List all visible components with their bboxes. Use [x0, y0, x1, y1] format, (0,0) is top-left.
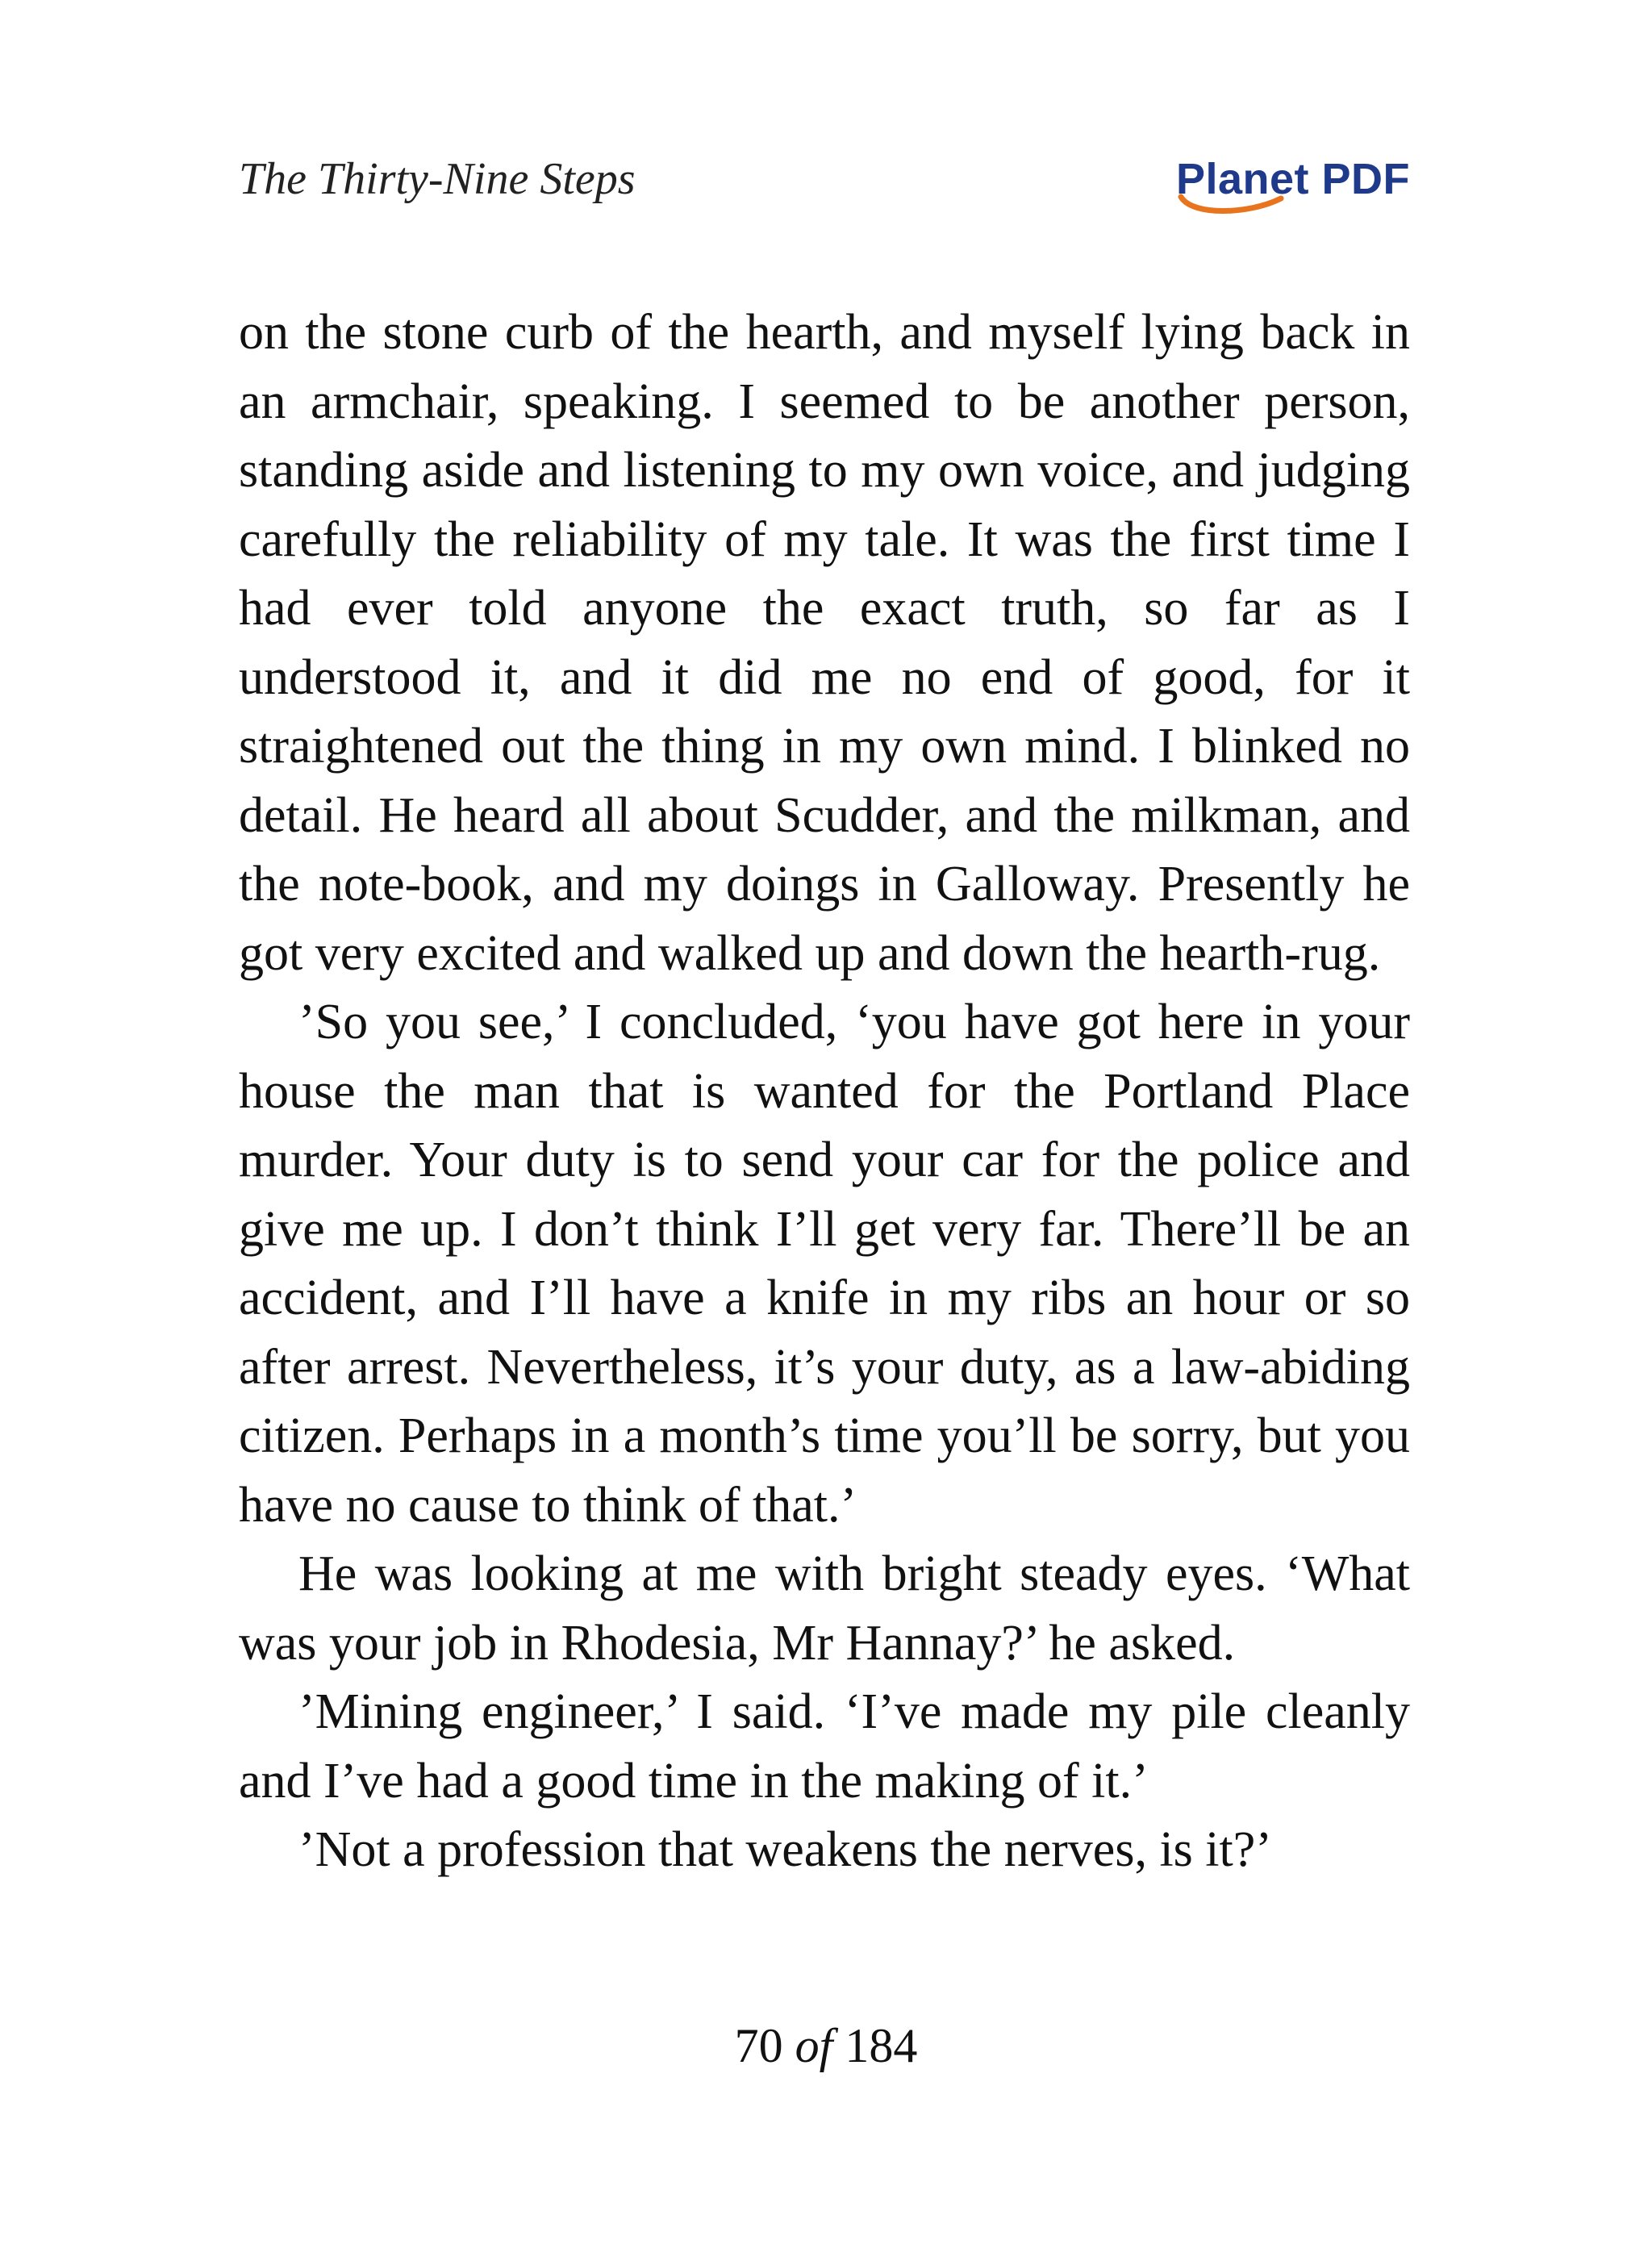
- book-title: The Thirty-Nine Steps: [239, 154, 636, 204]
- total-pages: 184: [845, 2019, 918, 2072]
- planet-pdf-logo[interactable]: [1152, 150, 1410, 215]
- page-header: [239, 150, 1410, 215]
- of-word: of: [795, 2019, 833, 2072]
- paragraph-3: He was looking at me with bright steady eyes. ‘What was your job in Rhodesia, Mr Hannay?’ he asked.: [239, 1546, 1410, 1671]
- paragraph-2: ’So you see,’ I concluded, ‘you have got here in your house the man that is wanted for the Portland Place murder. Your duty is to send your car for the police and give me up. I don’t think I’ll get very far. There’ll be an accident, and I’ll have a knife in my ribs an hour or so after arrest. Nevertheless, it’s your duty, as a law-abiding citizen. Perhaps in a month’s time you’ll be sorry, but you have no cause to think of that.’: [239, 995, 1410, 1533]
- current-page: 70: [734, 2019, 783, 2072]
- paragraph-5: ’Not a profession that weakens the nerves, is it?’: [298, 1822, 1272, 1877]
- paragraph-1: on the stone curb of the hearth, and myself lying back in an armchair, speaking. I seemed to be another person, standing aside and listening to my own voice, and judging carefully the reliability of my tale. It was the first time I had ever told anyone the exact truth, so far as I understood it, and it did me no end of good, for it straightened out the thing in my own mind. I blinked no detail. He heard all about Scudder, and the milkman, and the note-book, and my doings in Galloway. Presently he got very excited and walked up and down the hearth-rug.: [239, 305, 1410, 981]
- chapter-text: [239, 298, 1410, 1885]
- brand-name: Planet PDF: [1175, 155, 1410, 203]
- page-number: [0, 2013, 1652, 2078]
- paragraph-4: ’Mining engineer,’ I said. ‘I’ve made my pile cleanly and I’ve had a good time in the making of it.’: [239, 1684, 1410, 1809]
